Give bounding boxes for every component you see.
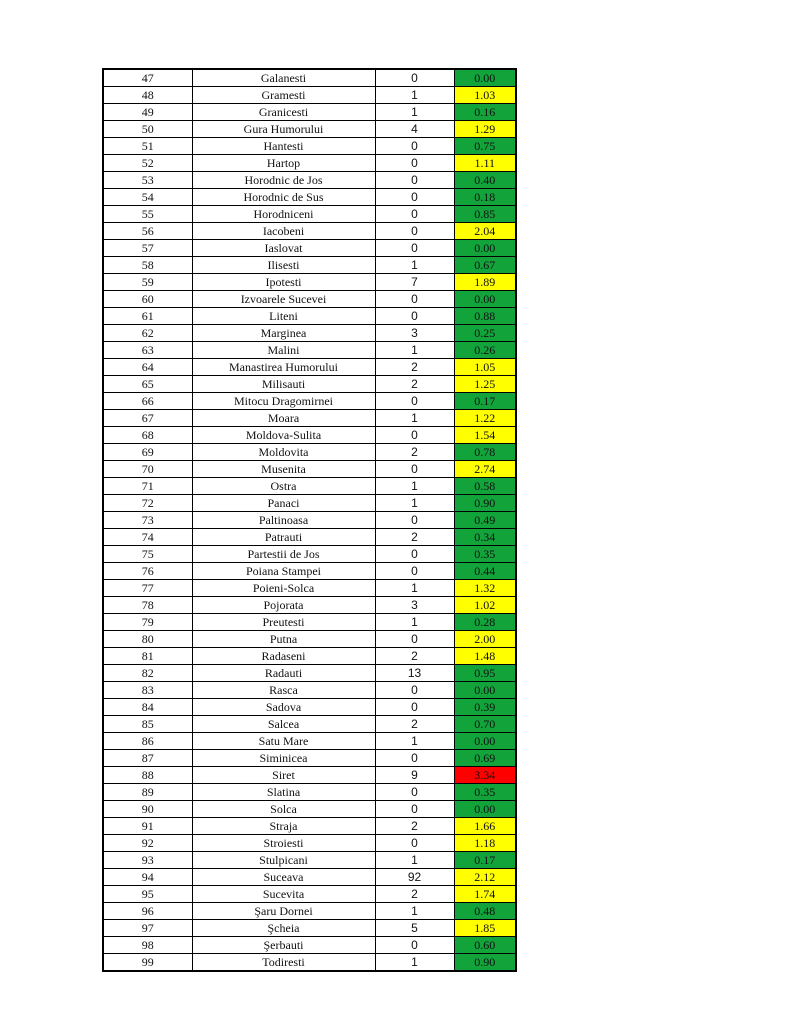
case-count-cell: 1 <box>375 495 454 512</box>
incidence-rate-cell: 1.03 <box>454 87 516 104</box>
incidence-rate-cell: 0.00 <box>454 240 516 257</box>
table-row <box>103 835 516 852</box>
case-count-cell: 2 <box>375 886 454 903</box>
case-count-cell: 2 <box>375 648 454 665</box>
table-row <box>103 376 516 393</box>
case-count-cell: 0 <box>375 461 454 478</box>
locality-name-cell: Solca <box>192 801 375 818</box>
case-count-cell: 3 <box>375 597 454 614</box>
locality-name-cell: Paltinoasa <box>192 512 375 529</box>
locality-name-cell: Pojorata <box>192 597 375 614</box>
locality-name-cell: Horodnic de Sus <box>192 189 375 206</box>
row-index-cell: 58 <box>103 257 192 274</box>
row-index-cell: 91 <box>103 818 192 835</box>
incidence-rate-cell: 1.29 <box>454 121 516 138</box>
incidence-rate-cell: 0.67 <box>454 257 516 274</box>
locality-name-cell: Izvoarele Sucevei <box>192 291 375 308</box>
case-count-cell: 0 <box>375 138 454 155</box>
incidence-rate-cell: 0.40 <box>454 172 516 189</box>
case-count-cell: 2 <box>375 529 454 546</box>
incidence-rate-cell: 0.75 <box>454 138 516 155</box>
row-index-cell: 51 <box>103 138 192 155</box>
row-index-cell: 90 <box>103 801 192 818</box>
incidence-rate-cell: 0.90 <box>454 954 516 972</box>
locality-name-cell: Poiana Stampei <box>192 563 375 580</box>
row-index-cell: 53 <box>103 172 192 189</box>
locality-name-cell: Gramesti <box>192 87 375 104</box>
incidence-rate-cell: 1.11 <box>454 155 516 172</box>
locality-name-cell: Putna <box>192 631 375 648</box>
table-body <box>103 69 516 971</box>
row-index-cell: 59 <box>103 274 192 291</box>
incidence-rate-cell: 0.70 <box>454 716 516 733</box>
table-row <box>103 512 516 529</box>
case-count-cell: 0 <box>375 189 454 206</box>
row-index-cell: 69 <box>103 444 192 461</box>
locality-name-cell: Horodniceni <box>192 206 375 223</box>
incidence-rate-cell: 0.26 <box>454 342 516 359</box>
row-index-cell: 67 <box>103 410 192 427</box>
table-row <box>103 359 516 376</box>
table-row <box>103 172 516 189</box>
row-index-cell: 76 <box>103 563 192 580</box>
row-index-cell: 73 <box>103 512 192 529</box>
row-index-cell: 68 <box>103 427 192 444</box>
case-count-cell: 1 <box>375 410 454 427</box>
incidence-rate-cell: 0.69 <box>454 750 516 767</box>
row-index-cell: 87 <box>103 750 192 767</box>
case-count-cell: 2 <box>375 359 454 376</box>
locality-name-cell: Moldova-Sulita <box>192 427 375 444</box>
incidence-rate-cell: 0.44 <box>454 563 516 580</box>
case-count-cell: 1 <box>375 478 454 495</box>
row-index-cell: 70 <box>103 461 192 478</box>
row-index-cell: 63 <box>103 342 192 359</box>
incidence-rate-cell: 0.25 <box>454 325 516 342</box>
incidence-rate-cell: 1.32 <box>454 580 516 597</box>
incidence-rate-cell: 0.18 <box>454 189 516 206</box>
table-row <box>103 104 516 121</box>
case-count-cell: 0 <box>375 835 454 852</box>
row-index-cell: 75 <box>103 546 192 563</box>
locality-name-cell: Slatina <box>192 784 375 801</box>
case-count-cell: 2 <box>375 376 454 393</box>
locality-name-cell: Radaseni <box>192 648 375 665</box>
incidence-rate-cell: 1.22 <box>454 410 516 427</box>
case-count-cell: 0 <box>375 172 454 189</box>
incidence-rate-cell: 2.74 <box>454 461 516 478</box>
table-row <box>103 325 516 342</box>
case-count-cell: 0 <box>375 155 454 172</box>
table-row <box>103 801 516 818</box>
row-index-cell: 61 <box>103 308 192 325</box>
case-count-cell: 0 <box>375 546 454 563</box>
incidence-rate-cell: 0.00 <box>454 682 516 699</box>
row-index-cell: 98 <box>103 937 192 954</box>
case-count-cell: 0 <box>375 223 454 240</box>
table-row <box>103 767 516 784</box>
incidence-rate-cell: 1.89 <box>454 274 516 291</box>
case-count-cell: 1 <box>375 342 454 359</box>
incidence-rate-cell: 0.49 <box>454 512 516 529</box>
locality-name-cell: Stroiesti <box>192 835 375 852</box>
row-index-cell: 66 <box>103 393 192 410</box>
locality-name-cell: Moara <box>192 410 375 427</box>
incidence-rate-cell: 1.85 <box>454 920 516 937</box>
locality-name-cell: Manastirea Humorului <box>192 359 375 376</box>
row-index-cell: 81 <box>103 648 192 665</box>
incidence-rate-cell: 0.34 <box>454 529 516 546</box>
row-index-cell: 94 <box>103 869 192 886</box>
case-count-cell: 1 <box>375 614 454 631</box>
locality-name-cell: Milisauti <box>192 376 375 393</box>
table-row <box>103 631 516 648</box>
table-row <box>103 886 516 903</box>
incidence-rate-cell: 0.00 <box>454 801 516 818</box>
row-index-cell: 54 <box>103 189 192 206</box>
locality-name-cell: Siminicea <box>192 750 375 767</box>
incidence-rate-cell: 0.85 <box>454 206 516 223</box>
case-count-cell: 1 <box>375 87 454 104</box>
incidence-rate-cell: 1.05 <box>454 359 516 376</box>
case-count-cell: 1 <box>375 257 454 274</box>
case-count-cell: 5 <box>375 920 454 937</box>
table-row <box>103 750 516 767</box>
locality-name-cell: Hartop <box>192 155 375 172</box>
data-table <box>102 68 517 972</box>
case-count-cell: 7 <box>375 274 454 291</box>
incidence-rate-cell: 0.60 <box>454 937 516 954</box>
row-index-cell: 89 <box>103 784 192 801</box>
locality-name-cell: Şcheia <box>192 920 375 937</box>
case-count-cell: 0 <box>375 69 454 87</box>
row-index-cell: 79 <box>103 614 192 631</box>
case-count-cell: 92 <box>375 869 454 886</box>
incidence-rate-cell: 0.95 <box>454 665 516 682</box>
incidence-rate-cell: 0.39 <box>454 699 516 716</box>
table-row <box>103 427 516 444</box>
locality-name-cell: Hantesti <box>192 138 375 155</box>
row-index-cell: 92 <box>103 835 192 852</box>
row-index-cell: 93 <box>103 852 192 869</box>
locality-name-cell: Suceava <box>192 869 375 886</box>
table-row <box>103 529 516 546</box>
case-count-cell: 0 <box>375 563 454 580</box>
locality-name-cell: Iaslovat <box>192 240 375 257</box>
table-row <box>103 852 516 869</box>
incidence-rate-cell: 3.34 <box>454 767 516 784</box>
row-index-cell: 99 <box>103 954 192 972</box>
table-row <box>103 257 516 274</box>
case-count-cell: 0 <box>375 427 454 444</box>
incidence-rate-cell: 0.16 <box>454 104 516 121</box>
row-index-cell: 77 <box>103 580 192 597</box>
table-row <box>103 189 516 206</box>
locality-name-cell: Horodnic de Jos <box>192 172 375 189</box>
row-index-cell: 56 <box>103 223 192 240</box>
row-index-cell: 83 <box>103 682 192 699</box>
incidence-rate-cell: 2.00 <box>454 631 516 648</box>
table-row <box>103 495 516 512</box>
locality-name-cell: Patrauti <box>192 529 375 546</box>
row-index-cell: 78 <box>103 597 192 614</box>
table-row <box>103 393 516 410</box>
locality-name-cell: Moldovita <box>192 444 375 461</box>
case-count-cell: 3 <box>375 325 454 342</box>
locality-name-cell: Şerbauti <box>192 937 375 954</box>
locality-name-cell: Ostra <box>192 478 375 495</box>
table-row <box>103 784 516 801</box>
table-row <box>103 869 516 886</box>
table-row <box>103 121 516 138</box>
table-row <box>103 274 516 291</box>
table-row <box>103 308 516 325</box>
row-index-cell: 97 <box>103 920 192 937</box>
incidence-rate-cell: 1.18 <box>454 835 516 852</box>
incidence-rate-cell: 0.00 <box>454 733 516 750</box>
table-row <box>103 597 516 614</box>
locality-name-cell: Iacobeni <box>192 223 375 240</box>
case-count-cell: 0 <box>375 937 454 954</box>
case-count-cell: 0 <box>375 291 454 308</box>
incidence-rate-cell: 0.00 <box>454 69 516 87</box>
incidence-rate-cell: 1.48 <box>454 648 516 665</box>
incidence-rate-cell: 1.74 <box>454 886 516 903</box>
case-count-cell: 1 <box>375 580 454 597</box>
case-count-cell: 0 <box>375 682 454 699</box>
case-count-cell: 2 <box>375 818 454 835</box>
locality-name-cell: Marginea <box>192 325 375 342</box>
locality-name-cell: Todiresti <box>192 954 375 972</box>
locality-name-cell: Poieni-Solca <box>192 580 375 597</box>
locality-name-cell: Radauti <box>192 665 375 682</box>
row-index-cell: 80 <box>103 631 192 648</box>
incidence-rate-cell: 1.02 <box>454 597 516 614</box>
case-count-cell: 0 <box>375 240 454 257</box>
table-row <box>103 733 516 750</box>
incidence-rate-cell: 2.04 <box>454 223 516 240</box>
locality-name-cell: Panaci <box>192 495 375 512</box>
case-count-cell: 2 <box>375 716 454 733</box>
table-row <box>103 155 516 172</box>
case-count-cell: 1 <box>375 104 454 121</box>
incidence-rate-cell: 0.48 <box>454 903 516 920</box>
incidence-rate-cell: 0.78 <box>454 444 516 461</box>
row-index-cell: 72 <box>103 495 192 512</box>
locality-name-cell: Stulpicani <box>192 852 375 869</box>
case-count-cell: 0 <box>375 699 454 716</box>
table-row <box>103 920 516 937</box>
incidence-rate-cell: 1.66 <box>454 818 516 835</box>
table-row <box>103 444 516 461</box>
table-row <box>103 903 516 920</box>
table-row <box>103 461 516 478</box>
locality-name-cell: Ipotesti <box>192 274 375 291</box>
locality-name-cell: Musenita <box>192 461 375 478</box>
row-index-cell: 86 <box>103 733 192 750</box>
incidence-rate-cell: 0.35 <box>454 784 516 801</box>
table-row <box>103 937 516 954</box>
case-count-cell: 0 <box>375 784 454 801</box>
case-count-cell: 1 <box>375 852 454 869</box>
incidence-rate-cell: 2.12 <box>454 869 516 886</box>
row-index-cell: 52 <box>103 155 192 172</box>
case-count-cell: 0 <box>375 308 454 325</box>
case-count-cell: 9 <box>375 767 454 784</box>
locality-name-cell: Straja <box>192 818 375 835</box>
table-row <box>103 342 516 359</box>
locality-name-cell: Rasca <box>192 682 375 699</box>
row-index-cell: 74 <box>103 529 192 546</box>
locality-name-cell: Ilisesti <box>192 257 375 274</box>
table-row <box>103 665 516 682</box>
row-index-cell: 88 <box>103 767 192 784</box>
case-count-cell: 1 <box>375 903 454 920</box>
case-count-cell: 0 <box>375 801 454 818</box>
row-index-cell: 47 <box>103 69 192 87</box>
table-row <box>103 563 516 580</box>
case-count-cell: 2 <box>375 444 454 461</box>
table-row <box>103 580 516 597</box>
table-row <box>103 69 516 87</box>
locality-name-cell: Gura Humorului <box>192 121 375 138</box>
case-count-cell: 1 <box>375 733 454 750</box>
row-index-cell: 65 <box>103 376 192 393</box>
locality-name-cell: Liteni <box>192 308 375 325</box>
table-row <box>103 138 516 155</box>
row-index-cell: 49 <box>103 104 192 121</box>
locality-name-cell: Partestii de Jos <box>192 546 375 563</box>
locality-name-cell: Mitocu Dragomirnei <box>192 393 375 410</box>
locality-name-cell: Salcea <box>192 716 375 733</box>
incidence-rate-cell: 0.35 <box>454 546 516 563</box>
table-row <box>103 648 516 665</box>
table-row <box>103 818 516 835</box>
incidence-rate-cell: 1.25 <box>454 376 516 393</box>
table-row <box>103 223 516 240</box>
incidence-rate-cell: 0.58 <box>454 478 516 495</box>
row-index-cell: 84 <box>103 699 192 716</box>
case-count-cell: 0 <box>375 750 454 767</box>
row-index-cell: 60 <box>103 291 192 308</box>
row-index-cell: 57 <box>103 240 192 257</box>
case-count-cell: 1 <box>375 954 454 972</box>
row-index-cell: 95 <box>103 886 192 903</box>
incidence-rate-cell: 0.17 <box>454 393 516 410</box>
incidence-rate-cell: 0.00 <box>454 291 516 308</box>
case-count-cell: 0 <box>375 206 454 223</box>
row-index-cell: 48 <box>103 87 192 104</box>
incidence-rate-cell: 0.88 <box>454 308 516 325</box>
row-index-cell: 62 <box>103 325 192 342</box>
table-row <box>103 410 516 427</box>
table-row <box>103 716 516 733</box>
table-row <box>103 478 516 495</box>
case-count-cell: 0 <box>375 512 454 529</box>
locality-name-cell: Sadova <box>192 699 375 716</box>
row-index-cell: 55 <box>103 206 192 223</box>
incidence-rate-cell: 1.54 <box>454 427 516 444</box>
locality-name-cell: Granicesti <box>192 104 375 121</box>
row-index-cell: 64 <box>103 359 192 376</box>
table-row <box>103 614 516 631</box>
table-row <box>103 954 516 972</box>
case-count-cell: 0 <box>375 393 454 410</box>
row-index-cell: 85 <box>103 716 192 733</box>
locality-name-cell: Şaru Dornei <box>192 903 375 920</box>
locality-name-cell: Galanesti <box>192 69 375 87</box>
locality-name-cell: Malini <box>192 342 375 359</box>
table-row <box>103 206 516 223</box>
case-count-cell: 13 <box>375 665 454 682</box>
table-row <box>103 699 516 716</box>
table-row <box>103 291 516 308</box>
incidence-rate-cell: 0.17 <box>454 852 516 869</box>
locality-name-cell: Siret <box>192 767 375 784</box>
row-index-cell: 71 <box>103 478 192 495</box>
row-index-cell: 96 <box>103 903 192 920</box>
locality-name-cell: Preutesti <box>192 614 375 631</box>
incidence-rate-cell: 0.28 <box>454 614 516 631</box>
row-index-cell: 50 <box>103 121 192 138</box>
table-row <box>103 682 516 699</box>
locality-name-cell: Sucevita <box>192 886 375 903</box>
table-row <box>103 546 516 563</box>
locality-name-cell: Satu Mare <box>192 733 375 750</box>
case-count-cell: 0 <box>375 631 454 648</box>
case-count-cell: 4 <box>375 121 454 138</box>
incidence-rate-cell: 0.90 <box>454 495 516 512</box>
table-row <box>103 87 516 104</box>
row-index-cell: 82 <box>103 665 192 682</box>
table-row <box>103 240 516 257</box>
